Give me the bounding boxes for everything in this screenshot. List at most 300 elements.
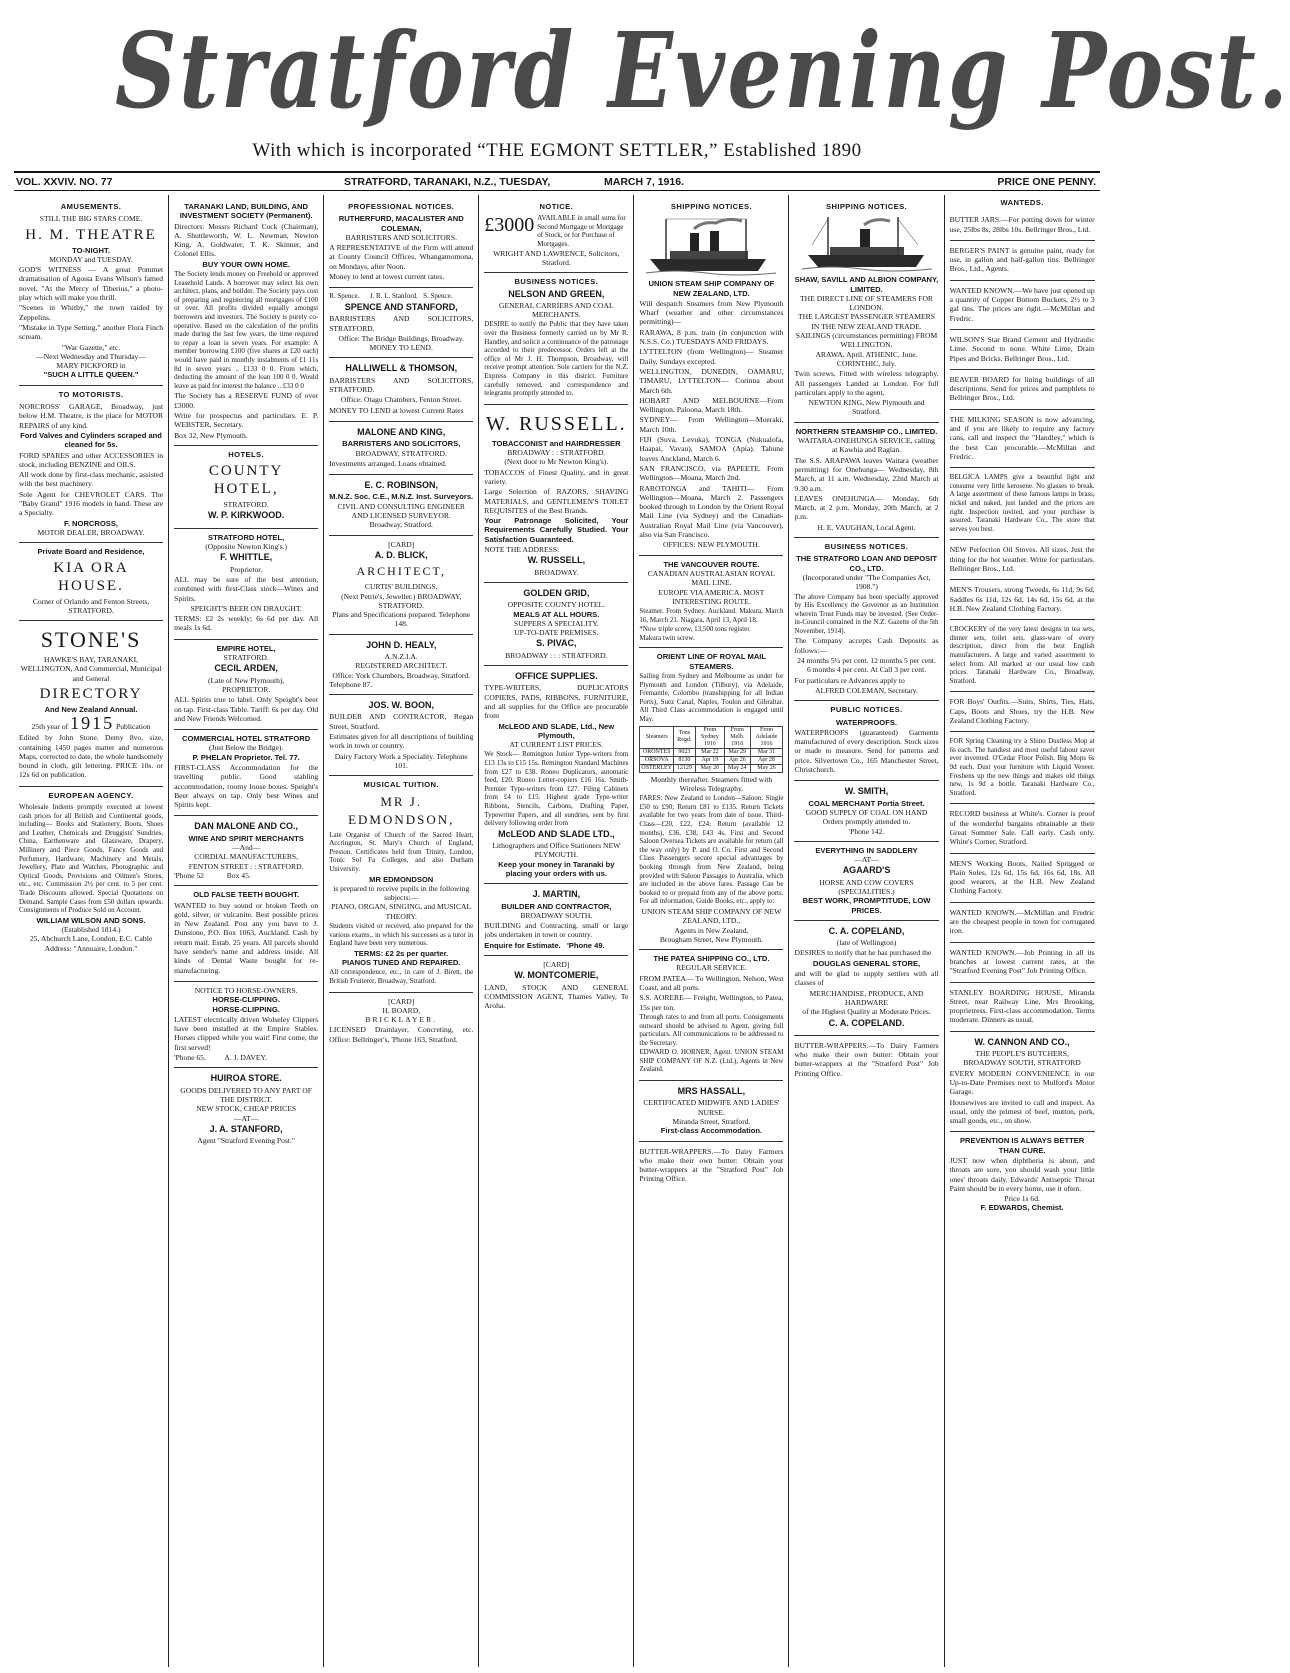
ad-text: THE PEOPLE'S BUTCHERS, <box>975 1049 1069 1059</box>
ad-text: REGISTERED ARCHITECT. <box>355 661 448 671</box>
classified-ad <box>950 468 1095 540</box>
ad-text: 'Phone 142. <box>848 826 885 836</box>
rutherfurd-ad <box>329 198 473 288</box>
ad-body: WANTED KNOWN.—We have just opened up a quantity of Copper Bottom Buckets, 2½ to 3 gal tins. The prices are right.—McMillan and Fredric. <box>949 285 1095 323</box>
ad-headline: C. A. COPELAND. <box>828 1017 905 1028</box>
ad-headline: H. M. THEATRE <box>25 226 157 243</box>
ad-text: MEALS AT ALL HOURS. <box>513 609 600 619</box>
ad-text: BROADWAY SOUTH. <box>520 910 593 920</box>
classified-ad <box>950 732 1095 804</box>
ad-text: "SUCH A LITTLE QUEEN." <box>43 370 139 380</box>
ad-body: EDWARD O. HORNER, Agent. UNION STEAM SHIP COMPANY OF N.Z. (Ltd.), Agents in New Zealand. <box>639 1048 784 1074</box>
ad-text: SPEIGHT'S BEER ON DRAUGHT. <box>190 603 302 613</box>
volume-number: VOL. XXVIV. NO. 77 <box>16 175 113 188</box>
section-heading: HOTELS. <box>228 449 264 459</box>
ad-text: Makura twin screw. <box>639 633 695 642</box>
price: PRICE ONE PENNY. <box>997 175 1096 188</box>
ad-text: *Now triple screw, 13,500 tons register. <box>639 625 751 634</box>
ad-text: CORDIAL MANUFACTURERS, <box>194 852 299 862</box>
ad-text: H. BOARD, <box>382 1005 421 1015</box>
saddlery-ad <box>794 842 938 921</box>
ad-body: HOBART AND MELBOURNE—From Wellington. Paloona, March 18th. <box>639 395 784 415</box>
ad-headline: ORIENT LINE OF ROYAL MAIL STEAMERS. <box>656 652 767 671</box>
ad-body: WILSON'S Star Brand Cement and Hydraulic Lime. Second to none. White Lime, Drain Pipes and Bricks. Bellringer Bros., Ltd. <box>949 334 1095 363</box>
ad-headline: GOLDEN GRID, <box>523 587 590 598</box>
section-heading: BUSINESS NOTICES. <box>514 277 599 287</box>
table-cell: May 24 <box>725 764 751 772</box>
ad-body: DESIRE to notify the Public that they have taken over the Business formerly carried on by Mr R. Handley, and solicit a continuance of the patronage accorded to their predecessor. Orders left at the office of Mr J. H. Thompson, Broadway, will receive prompt attention. Sole carriers for the N.Z. Express Company in this district. Furniture carefully removed, and correspondence and telegrams promptly attended to. <box>484 320 629 398</box>
classified-ad <box>950 620 1095 692</box>
section-heading: TO MOTORISTS. <box>58 389 124 399</box>
throat-paint-ad <box>950 1132 1095 1217</box>
ad-text: BARRISTERS AND SOLICITORS, <box>342 439 461 449</box>
robinson-ad <box>329 475 473 535</box>
ad-body: BEAVER BOARD for lining buildings of all descriptions. Send for prices and pamphlets to Bellringer Bros., Ltd. <box>949 374 1095 403</box>
motorists-section <box>19 386 163 543</box>
table-header: Tons Regd. <box>674 726 696 748</box>
ad-text: MONEY TO LEND. <box>369 343 433 353</box>
ad-headline: STONE'S <box>40 627 142 653</box>
ad-text: Agents in New Zealand, <box>674 925 749 935</box>
ad-body: WANTED KNOWN.—Job Printing in all its branches at lowest current rates, at the "Stratford Evening Post" Job Printing Office. <box>949 947 1095 976</box>
ad-text: Corner of Orlando and Fenton Streets, STRATFORD. <box>32 596 150 615</box>
ad-headline: THE PATEA SHIPPING CO., LTD. <box>653 954 770 964</box>
ad-text: PIANOS TUNED AND REPAIRED. <box>341 958 461 968</box>
ad-body: BARRISTERS AND SOLICITORS, STRATFORD. <box>329 375 474 395</box>
table-row <box>640 764 783 772</box>
table-cell: Mar 31 <box>750 748 783 756</box>
ad-text: F. EDWARDS, Chemist. <box>980 1203 1064 1213</box>
ad-text: PIANO, ORGAN, SINGING, and MUSICAL THEORY. <box>331 902 472 921</box>
ad-text: STRATFORD. <box>223 500 269 510</box>
ad-text: GOODS DELIVERED TO ANY PART OF THE DISTRICT. <box>180 1085 312 1104</box>
ad-body: FORD SPARES and other ACCESSORIES in stock, including BENZINE and OILS. <box>19 450 164 469</box>
ad-text: PROPRIETOR. <box>222 684 271 694</box>
ad-text: WAITARA-ONEHUNGA SERVICE, calling at Kawhia and Raglan. <box>798 436 935 455</box>
ad-body: Twin screws. Fitted with wireless telegraphy. All passengers Landed at London. For full particulars apply to the agent, <box>794 369 939 397</box>
malone-king-ad <box>329 422 473 475</box>
ad-text: MR EDMONDSON <box>369 874 434 884</box>
healy-ad <box>329 635 473 695</box>
table-cell: ORONTES <box>640 748 674 756</box>
ad-body: FIJI (Suva, Levuka), TONGA (Nukualofa, Haapai, Vavau), SAMOA (Apia). Tahune leaves Auckland, March 6. <box>639 435 784 463</box>
table-row <box>640 756 783 764</box>
table-cell: Apr 19 <box>695 756 724 764</box>
butchers-ad <box>950 1032 1095 1133</box>
ad-text: TO-NIGHT. <box>72 245 110 255</box>
orient-line-ad <box>639 648 783 950</box>
section-heading: BUSINESS NOTICES. <box>824 542 909 552</box>
classified-ad <box>950 692 1095 732</box>
spence-stanford-ad <box>329 288 473 358</box>
ad-headline: W. RUSSELL. <box>485 412 627 435</box>
ad-body: WATERPROOFS (guaranteed) Garments manufactured of every description. Stock sizes or made to measure. Send for patterns and price. Silvertown Co., 165 Manchester Street, Christchurch. <box>794 727 939 775</box>
ad-body: BUTTER JARS.—For potting down for winter use, 25lbs 8s, 28lbs 10s. Bellringer Bros., Ltd. <box>949 215 1095 234</box>
ad-text: —And— <box>232 843 261 853</box>
ad-text: COAL MERCHANT Portia Street. <box>808 798 925 808</box>
classified-ad <box>950 854 1095 903</box>
ad-body: The S.S. ARAPAWA leaves Waitara (weather permitting) for Onehunga— Wednesday, 8th March, at 11 a.m. Wednesday, 22nd March at 9.30 a.m. <box>794 455 939 493</box>
ad-text: Enquire for Estimate. 'Phone 49. <box>484 940 605 950</box>
ad-text: BROADWAY. <box>534 567 579 577</box>
ad-amount: £3000 <box>484 214 535 237</box>
table-row <box>640 748 783 756</box>
ad-body: BERGER'S PAINT is genuine paint, ready for use, in gallon and half-gallon tins. Bellringer Bros., Ltd., Agents. <box>949 245 1095 274</box>
section-heading: AMUSEMENTS. <box>60 202 122 211</box>
ad-text: Proprietor. <box>230 564 263 574</box>
ad-text: Box 32, New Plymouth. <box>174 430 248 440</box>
steamship-icon <box>646 215 776 277</box>
ad-text: Telephone 87. <box>329 679 373 689</box>
table-cell: Apr 26 <box>725 756 751 764</box>
ad-headline: JOHN D. HEALY, <box>366 639 437 650</box>
ad-body: MONEY TO LEND at lowest Current Rates <box>329 405 464 415</box>
ad-text: —AT— <box>854 855 879 865</box>
ad-text: M.N.Z. Soc. C.E., M.N.Z. Inst. Surveyors. <box>329 492 474 502</box>
ad-headline: DAN MALONE AND CO., <box>194 821 298 832</box>
patea-shipping-ad <box>639 950 783 1081</box>
ad-text: REGULAR SERVICE. <box>676 963 747 973</box>
table-cell: ORSOVA <box>640 756 674 764</box>
ad-headline: MRS HASSALL, <box>677 1086 746 1097</box>
table-cell: 8130 <box>674 756 696 764</box>
empire-hotel-ad <box>174 640 318 730</box>
butter-wrappers-ad <box>794 1036 938 1084</box>
column-4 <box>479 195 634 1667</box>
ad-body: The Society has a RESERVE FUND of over £3000. <box>174 391 319 410</box>
ad-body: Sailing from Sydney and Melbourne as under for Plymouth and London (Tilbury), via Adelaide, Fremantle, Colombo (transhipping for all Indian Ports), Suez Canal, Naples, Toulon and Gibraltar. All Third Class accommodation is engaged until May. <box>639 672 784 724</box>
ad-text: [CARD] <box>543 960 570 970</box>
ad-body: JUST now when diphtheria is about, and throats are sore, you should wash your little ones' throats daily. Edwards' Antiseptic Throat Paint should be in every home, use it often. <box>949 1155 1095 1193</box>
ad-text: NOTICE TO HORSE-OWNERS. <box>194 985 298 995</box>
ad-text: CURTIS' BUILDINGS, <box>364 582 438 592</box>
ad-text: HAWKE'S BAY, TARANAKI, WELLINGTON, And Commercial, Municipal and General <box>20 655 162 683</box>
ad-text: BROADWAY SOUTH, STRATFORD <box>963 1058 1081 1068</box>
table-cell: Mar 22 <box>695 748 724 756</box>
column-3 <box>324 195 479 1667</box>
ad-text: Price 1s 6d. <box>1004 1194 1040 1204</box>
union-steam-ship-ad <box>639 198 783 556</box>
ad-body: CROCKERY of the very latest designs in tea sets, dinner sets, toilet sets, glass-ware of every description, direct from the best English manufacturers. A large and varied assortment to select from. All marked at our usual low cash prices. Taranaki Hardware Co., Broadway, Stratford. <box>949 625 1095 685</box>
ad-text: WINE AND SPIRIT MERCHANTS <box>188 833 304 843</box>
ad-text: THE LARGEST PASSENGER STEAMERS IN THE NEW ZEALAND TRADE. <box>798 312 935 331</box>
ad-body: NEW Perfection Oil Stoves. All sizes. Just the thing for the hot weather. Write for particulars. Bellringer Bros., Ltd. <box>949 545 1095 573</box>
ad-body: Write for prospectus and particulars. E. P. WEBSTER, Secretary. <box>174 410 319 430</box>
ad-body: FIRST-CLASS Accommodation for the travelling public. Good stabling accommodation, roomy loose boxes. Speight's Beer always on tap. Only best Wines and Spirits kept. <box>174 763 319 810</box>
ad-text: NEW STOCK, CHEAP PRICES <box>196 1104 297 1114</box>
table-header: Steamers <box>640 726 674 748</box>
ad-text: F. NORCROSS, <box>64 518 119 528</box>
classified-ad <box>950 330 1095 370</box>
ad-text: ALFRED COLEMAN, Secretary. <box>815 685 918 695</box>
ad-body: TERMS: £2 2s weekly; 6s 6d per day. All meals 1s 6d. <box>174 614 319 633</box>
section-heading: PUBLIC NOTICES. <box>830 705 903 715</box>
ad-text: HORSE AND COW COVERS (SPECIALITIES.) <box>819 877 914 896</box>
ad-headline: W. MONTCOMERIE, <box>514 970 599 981</box>
ad-text: [CARD] <box>388 539 415 549</box>
ad-text: [CARD] <box>388 996 415 1006</box>
masthead-subtitle: With which is incorporated “THE EGMONT SETTLER,” Established 1890 <box>252 140 862 161</box>
ad-headline: J. A. STANFORD, <box>209 1123 283 1134</box>
montcomerie-ad <box>484 956 628 1016</box>
ad-text: BROADWAY : : : STRATFORD. <box>505 650 608 660</box>
loan-deposit-ad <box>794 538 938 701</box>
ad-headline: UNION STEAM SHIP COMPANY OF NEW ZEALAND, LTD. <box>648 279 775 298</box>
classified-ad <box>950 983 1095 1032</box>
section-heading: WANTEDS. <box>1000 198 1044 207</box>
column-2 <box>169 195 324 1667</box>
ad-body: MEN'S Working Boots, Nailed Sprigged or Plain Soles, 12s 6d, 15s 6d, 16s 6d, 18s. All good wearers, at the H.B. New Zealand Clothing Factory. <box>949 858 1095 896</box>
ad-text: TOBACCONIST and HAIRDRESSER <box>492 438 621 448</box>
ad-text: THE DIRECT LINE OF STEAMERS FOR LONDON. <box>800 293 933 313</box>
section-heading: SHIPPING NOTICES. <box>825 202 908 211</box>
ad-text: CERTIFICATED MIDWIFE AND LADIES' NURSE. <box>643 1098 780 1117</box>
ad-headline: W. RUSSELL, <box>527 555 586 566</box>
ad-body: Directors: Messrs Richard Cock (Chairman), A. Shuttleworth, W. L. Newman, Newton King, A. Goldwater, T. K. Skinner, and Colonel Ellis. <box>174 221 319 259</box>
ad-text: Monthly thereafter. Steamers fitted with Wireless Telegraphy. <box>650 774 773 793</box>
ad-text: "War Gazette," etc. <box>61 342 121 352</box>
ad-body: LEAVES ONEHUNGA— Monday, 6th March, at 2 p.m. Monday, 20th March, at 2 p.m. <box>794 493 939 522</box>
commercial-hotel-ad <box>174 730 318 816</box>
ad-body: RECORD business at White's. Corner is proof of the wonderful bargains obtainable at their Great Summer Sale. Call early. Cash only. White's Corner, Stratford. <box>949 809 1095 847</box>
ad-body: BUTTER-WRAPPERS.—To Dairy Farmers who make their own butter: Obtain your butter-wrappers at the "Stratford Post" Job Printing Office. <box>639 1146 784 1184</box>
ad-text: BRICKLAYER. <box>365 1015 438 1025</box>
ad-text: 'Phone 65. A. J. DAVEY. <box>174 1053 267 1063</box>
ad-body: RARAWA, 8 p.m. train (in conjunction with N.S.S. Co.) TUESDAYS AND FRIDAYS. <box>639 327 784 347</box>
ad-text: Ford Valves and Cylinders scraped and cleaned for 5s. <box>20 430 162 450</box>
boon-ad <box>329 695 473 776</box>
ad-text: 'Phone 52 Box 45. <box>174 870 251 880</box>
table-cell: OSTERLEY <box>641 764 673 771</box>
ad-text: BUILDER AND CONTRACTOR, <box>501 901 612 911</box>
ad-body: "Mistake in Type Setting," another Flora Finch scream. <box>19 322 164 342</box>
ad-text: (Incorporated under "The Companies Act, 1908.") <box>802 572 931 592</box>
hotels-section <box>174 446 318 529</box>
golden-grid-ad <box>484 583 628 666</box>
ad-text <box>19 714 163 732</box>
table-header: From Melb. 1916 <box>725 726 751 748</box>
ad-body: LAND, STOCK AND GENERAL COMMISSION AGENT, Thames Valley, Te Aroha. <box>484 982 629 1011</box>
ad-body: All correspondence, etc., in care of J. Birett, the British Fruiterer, Broadway, Stratford. <box>329 968 474 985</box>
ad-text: R. Spence. J. R. L. Stanford. S. Spence. <box>329 292 453 301</box>
ad-text: FENTON STREET : : STRATFORD. <box>188 861 304 871</box>
ad-body: WANTED to buy sound or broken Teeth on gold, silver, or vulcanite. Best possible prices in New Zealand. Post any you have to J. Dunstone, P.O. Box 1063, Auckland. Cash by return mail. Estab. 25 years. All parcels should have sender's name and address inside. All kinds of Dental Waste bought for re-manufacturing. <box>174 900 319 975</box>
ad-text: Lithographers and Office Stationers NEW PLYMOUTH. <box>492 841 621 860</box>
section-heading: EUROPEAN AGENCY. <box>48 790 134 800</box>
blick-ad <box>329 536 473 635</box>
ad-text: —AT— <box>233 1113 259 1123</box>
european-agency-ad <box>19 787 163 958</box>
ad-headline: STRATFORD HOTEL, <box>208 532 285 542</box>
ad-text: McLEOD AND SLADE, Ltd., New Plymouth, <box>498 721 615 740</box>
ad-body: WELLINGTON, DUNEDIN, OAMARU, TIMARU, LYTTELTON— Corinna about March 6th. <box>639 366 784 395</box>
ad-body: All work done by first-class mechanic, assisted with the best machinery. <box>19 470 164 489</box>
office-supplies-ad <box>484 666 628 884</box>
table-cell: Mar 29 <box>725 748 751 756</box>
classified-ad <box>950 281 1095 330</box>
copeland-ad <box>794 921 938 1036</box>
ad-text: DOUGLAS GENERAL STORE, <box>812 958 921 968</box>
ad-headline: W. SMITH, <box>844 786 889 797</box>
classified-ad <box>950 903 1095 943</box>
ad-headline: ARCHITECT, <box>356 564 446 579</box>
ad-text: BROADWAY : : STRATFORD. <box>507 448 606 458</box>
ad-body: Housewives are invited to call and inspect. As usual, only the primest of beef, mutton, pork, small goods, etc., on show. <box>949 1097 1095 1126</box>
ad-body: Sole Agent for CHEVROLET CARS. The "Baby Grand" 1916 models in hand. These are a Specialty. <box>19 489 164 518</box>
ad-text: UNION STEAM SHIP COMPANY OF NEW ZEALAND, LTD., <box>641 906 782 926</box>
classified-ad <box>950 410 1095 468</box>
ad-text: MARY PICKFORD in <box>56 361 126 371</box>
ad-text: STRATFORD. <box>223 653 269 663</box>
table-header: From Adelaide 1916 <box>750 726 783 748</box>
ad-text: OPPOSITE COUNTY HOTEL. <box>507 600 606 610</box>
ad-body: FARES: New Zealand to London—Saloon: Single £50 to £90; Return £81 to £135. Return Tickets available for two years from date of issue. Third-Class—£20, £22, £24; Return (available 12 months), £36, £38, £43 4s. First and Second Saloon Oversea Tickets are available for return (all the way only) by P. and O. Co. First and Second Class Passengers secure special advantages by booking through from New Zealand, being provided with Saloon Passages to Australia, which are included in the above fares. Passage Can be booked to or prepaid from any of the above ports. For all information, Guide Books, etc., apply to: <box>639 794 784 906</box>
ad-headline: E. C. ROBINSON, <box>364 480 438 491</box>
ad-body: BUILDING and Contracting, small or large jobs undertaken in town or country. <box>484 921 629 940</box>
ad-body: Students visited or received, also prepared for the various exams., in which his successes as a tutor in England have been very numerous. <box>329 922 474 948</box>
ad-text: SUPPERS A SPECIALITY. <box>513 618 599 628</box>
ad-body: We Stock— Remington Junior Type-writers from £13 13s to £15 15s. Remington Standard Machines from £27 to £38. Roneo Duplicators, automatic feed, £20. Roneo Letter-copiers £16 16s. Smith-Premier Type-writers from £27. Filing Cabinets from £4 to £15. Highest grade Type-writer Ribbons, Stencils, Carbons, Drafting Paper, Typewriter Papers, and all sundries, sent by first delivery following order from <box>484 750 629 828</box>
table-cell: 9023 <box>674 748 696 756</box>
section-heading: PROFESSIONAL NOTICES. <box>348 202 455 211</box>
ad-headline: EMPIRE HOTEL, <box>216 643 276 653</box>
ad-body: For particulars re Advances apply to <box>794 675 905 685</box>
ad-headline: NORTHERN STEAMSHIP CO., LIMITED. <box>795 426 938 436</box>
ad-text: SAILINGS (circumstances permitting) FROM WELLINGTON. <box>795 331 938 350</box>
ad-text: OFFICES: NEW PLYMOUTH. <box>663 540 760 550</box>
ad-text: Office: York Chambers, Broadway, Stratford. <box>332 670 471 680</box>
ad-body: The Society lends money on Freehold or approved Leasehold Lands. A borrower may select his own architect, plans, and builder. The Society pays cost of preparing and registering all mortgages of £100 or over. All profits divided equally amongst borrowers and investors. The Society is purely co-operative. Based on the calculation of the profits made during the last few years, the time required to repay a loan is seven years. For example: A member borrowing £100 (five shares at £20 each) would have paid in monthly instalments of £1 11s 8d in seven years .. £133 0 0. From which, deducting the amount of the loan 100 0 0. Would leave as paid for interest the balance .. £33 0 0 <box>174 270 319 390</box>
ad-body: AVAILABLE in small sums for Second Mortgage or Mortgage of Stock, or for Purchase of Mortgages. <box>537 214 626 249</box>
butter-wrappers-ad <box>639 1142 783 1190</box>
ad-body: THE MILKING SEASON is now advancing, and if you are likely to require any factory cans, call and inspect the "Handley," which is the best Can procurable.—McMillan and Fredric. <box>949 414 1095 461</box>
ad-headline: COUNTY HOTEL, <box>208 463 284 498</box>
ad-body: FOR Boys' Outfits.—Suits, Shirts, Ties, Hats, Caps, Boots and Shoes, try the H.B. New Zealand Clothing Factory. <box>949 697 1095 725</box>
ad-body: LYTTELTON (from Wellington)— Steamer Daily, Sundays excepted. <box>639 347 784 366</box>
column-6 <box>789 195 944 1667</box>
ad-headline: HALLIWELL & THOMSON, <box>345 363 458 374</box>
ad-body: Through rates to and from all ports. Consignments outward should be advised to Agent, giving full particulars. All communications to be addressed to the Secretary. <box>639 1012 784 1047</box>
ad-text: (Opposite Newton King's.) <box>205 542 287 552</box>
martin-ad <box>484 884 628 956</box>
ad-text: Dairy Factory Work a Speciality. Telephone 101. <box>334 751 468 770</box>
nelson-green-ad <box>484 273 628 405</box>
ad-text: A.N.Z.I.A. <box>384 651 418 661</box>
ad-body: SYDNEY— From Wellington—Moeraki, March 10th. <box>639 415 784 434</box>
column-5 <box>634 195 789 1667</box>
ad-text: NEWTON KING, New Plymouth and Stratford. <box>808 398 925 417</box>
ad-text: P. PHELAN Proprietor. Tel. 77. <box>192 752 300 762</box>
ad-body: FOR Spring Cleaning try a Shino Dustless Mop at 6s each. The handiest and most useful labour saver ever invented. O'Cedar Floor Polish. Big Mops 6s 9d each. Dust your furniture with Liquid Veneer. Freshens up the new things and makes old things new, 1s 9d a bottle. Taranaki Hardware Co., Stratford. <box>949 737 1095 797</box>
ad-text: Brougham Street, New Plymouth. <box>659 934 763 944</box>
ad-text: Office: Otago Chambers, Fenton Street. <box>340 395 462 405</box>
ad-body: ALL Spirits true to label. Only Speight's beer on tap. First-class Table. Tariff: 6s per day. Old and New Friends Welcomed. <box>174 695 319 723</box>
section-heading: SHIPPING NOTICES. <box>670 202 752 211</box>
ad-headline: WATERPROOFS. <box>836 717 898 727</box>
huiroa-store-ad <box>174 1068 318 1150</box>
year-pre: 25th year of <box>31 722 69 732</box>
table-cell: Apr 28 <box>750 756 783 764</box>
ad-text: TERMS: £2 2s per quarter. <box>354 948 449 958</box>
ad-headline: AGAARD'S <box>842 865 891 876</box>
ad-headline: S. PIVAC, <box>536 638 577 649</box>
ad-body: ALL may be sure of the best attention, combined with first-Class stock—Wines and Spirits. <box>174 574 319 603</box>
ad-body: GOD'S WITNESS — A great Pommet dramatisation of Agosta Evans Wilson's famed novel, "At the Mercy of Tiberius," a photo-play which will make you thrill. <box>19 265 164 303</box>
ad-text: Broadway, Stratford. <box>369 520 433 530</box>
ad-headline: C. A. COPELAND, <box>828 925 905 936</box>
ad-headline: DIRECTORY <box>39 685 143 702</box>
dateline <box>14 171 1100 191</box>
ad-body: and will be glad to supply settlers with all classes of <box>794 969 939 988</box>
ad-text: STILL THE BIG STARS COME. <box>39 214 143 224</box>
ad-body: WANTED KNOWN.—McMillan and Fredric are the cheapest people in town for corrugated iron. <box>949 907 1095 936</box>
ad-text: CANADIAN AUSTRALASIAN ROYAL MAIL LINE. <box>647 568 776 588</box>
column-1 <box>14 195 169 1667</box>
ad-body: Investments arranged. Loans obtained. <box>329 458 447 468</box>
ad-text: GOOD SUPPLY OF COAL ON HAND <box>805 807 928 817</box>
ad-body: Edited by John Stone. Demy 8vo, size, containing 1450 pages matter and numerous Maps, corrected to date, the whole handsomely bound in cloth, gilt lettering. PRICE 10s. or 12s 6d on publication. <box>19 733 164 780</box>
stones-directory-ad <box>19 621 163 787</box>
ad-headline: THE STRATFORD LOAN AND DEPOSIT CO., LTD. <box>796 554 937 573</box>
hassall-ad <box>639 1081 783 1141</box>
ad-text: BROADWAY, STRATFORD. <box>355 448 447 458</box>
masthead-title: Stratford Evening Post. <box>115 9 1290 132</box>
ad-headline: JOS. W. BOON, <box>368 700 434 711</box>
northern-steamship-ad <box>794 423 938 538</box>
ad-text: is prepared to receive pupils in the following subjects:— <box>333 883 470 903</box>
ad-text: BEST WORK, PROMPTITUDE, LOW PRICES. <box>802 896 931 915</box>
classified-ad <box>950 580 1095 620</box>
ad-text: BARRISTERS AND SOLICITORS. <box>345 232 457 242</box>
ad-headline: THE VANCOUVER ROUTE. <box>663 559 760 569</box>
ad-text: Office: The Bridge Buildings, Broadway. <box>338 333 464 343</box>
classified-ad <box>950 943 1095 983</box>
ad-text: NOTE THE ADDRESS: <box>484 545 560 555</box>
ad-text: (late of Wellington) <box>836 938 897 948</box>
section-heading: MUSICAL TUITION. <box>363 780 439 790</box>
amusements-section <box>19 198 163 386</box>
ad-body: Wholesale Indents promptly executed at lowest cash prices for all British and Continental goods, including— Books and Stationery, Boots, Shoes and Leather, Chemicals and Druggists' Sundries, China, Earthenware and Glassware, Drapery, Millinery and Piece Goods, Fancy Goods and Perfumery, Hardware, Machinery and Metals, Jewellery, Plate and Watches, Photographic and Optical Goods, Provisions and Oilmen's Stores, etc., etc. Commission 2½ per cent. to 5 per cent. Trade Discounts allowed. Special Quotations on Demand. Sample Cases from £50 dollars upwards. Consignments of Produce Sold on Account. <box>19 803 164 915</box>
ad-text: EVERYTHING IN SADDLERY <box>815 845 918 855</box>
dan-malone-ad <box>174 816 318 886</box>
ad-text: First-class Accommodation. <box>660 1126 763 1136</box>
year: 1915 <box>70 713 115 734</box>
ad-text: HORSE-CLIPPING. <box>212 1004 280 1014</box>
ad-headline: J. MARTIN, <box>532 889 581 900</box>
shaw-savill-ad <box>794 198 938 423</box>
halliwell-ad <box>329 358 473 421</box>
ad-body: Your Patronage Solicited, Your Requirements Carefully Studied. Your Satisfaction Guaranteed. <box>484 516 629 544</box>
ad-text: BUY YOUR OWN HOME. <box>202 259 290 269</box>
ad-text: HORSE-CLIPPING. <box>212 995 280 1005</box>
classified-ad <box>950 370 1095 410</box>
ad-headline: NELSON AND GREEN, <box>508 288 605 299</box>
ad-headline: W. CANNON AND CO., <box>974 1036 1070 1047</box>
ad-headline: SHAW, SAVILL AND ALBION COMPANY, LIMITED. <box>794 275 939 294</box>
musical-tuition-ad <box>329 776 473 992</box>
ad-headline: MR J. EDMONDSON, <box>348 793 455 827</box>
ad-text: MOTOR DEALER, BROADWAY. <box>37 527 145 537</box>
notice-ad <box>484 198 628 273</box>
ad-headline: MALONE AND KING, <box>357 426 446 437</box>
ad-body: S.S. AORERE— Freight, Wellington, to Patea, 15s per ton. <box>639 993 784 1012</box>
smith-coal-ad <box>794 781 938 841</box>
ad-headline: PREVENTION IS ALWAYS BETTER THAN CURE. <box>959 1136 1085 1155</box>
ad-body: DESIRES to notify that he has purchased the <box>794 948 932 958</box>
ad-text: H. E. VAUGHAN, Local Agent. <box>817 522 916 532</box>
ad-text: MERCHANDISE, PRODUCE, AND HARDWARE <box>809 988 924 1007</box>
classified-ad <box>950 210 1095 241</box>
